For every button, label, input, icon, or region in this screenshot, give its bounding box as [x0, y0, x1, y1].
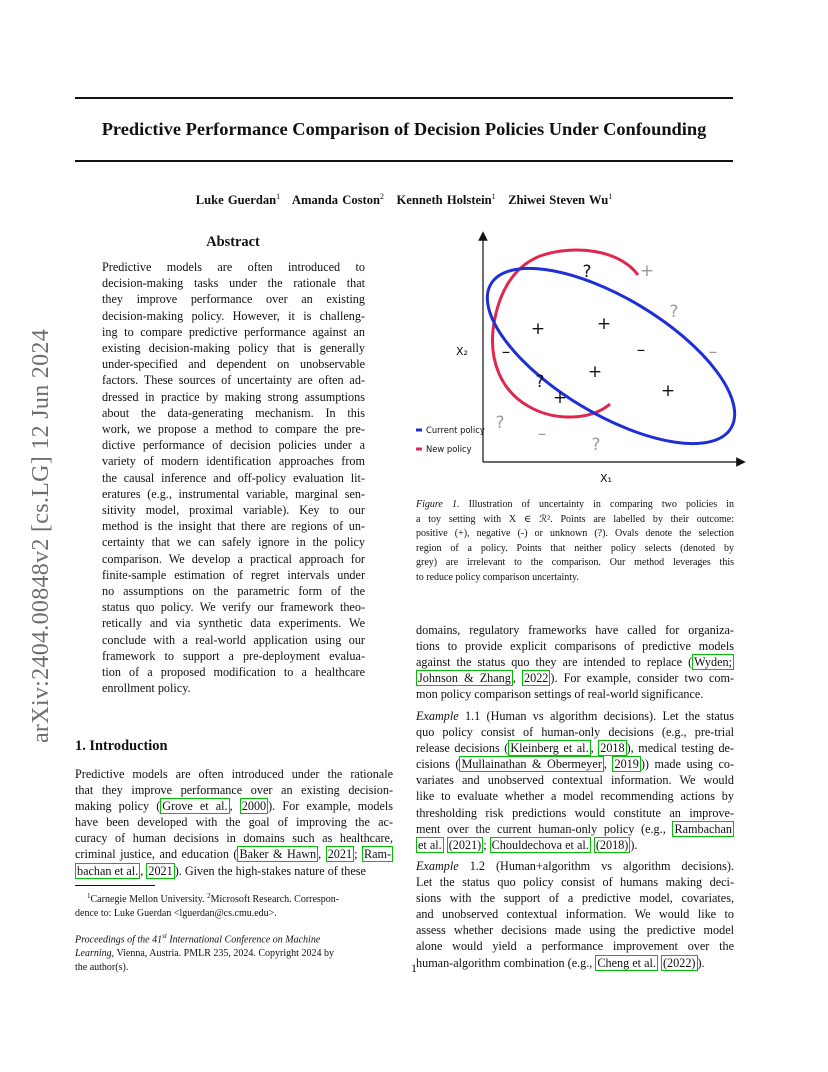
- footnote: $^1$Carnegie Mellon University. $^2$Microsoft Research. Correspon- dence to: Luke Guerdan <lguerdan@cs.cmu.edu>.: [75, 892, 340, 919]
- citation-link[interactable]: 2019: [614, 757, 639, 772]
- abstract-line: finite-sample estimation of regret intervals under: [102, 567, 365, 582]
- arxiv-identifier: arXiv:2404.00848v2 [cs.LG] 12 Jun 2024: [28, 328, 54, 744]
- outcome-point: +: [530, 319, 546, 339]
- right-column-paragraph: [416, 622, 734, 702]
- citation-link[interactable]: (2018): [595, 837, 629, 852]
- text-line: making policy ( Grove et al. , 2000 ). For example, models: [75, 799, 393, 814]
- section-heading-introduction: 1. Introduction: [75, 738, 168, 754]
- text-line: Let the status quo policy consist of humans making deci-: [416, 875, 734, 890]
- citation-link[interactable]: 2021: [148, 863, 173, 878]
- abstract-line: method is the insight that there are regions of un-: [102, 519, 365, 534]
- citation-link[interactable]: (2021): [448, 837, 482, 852]
- abstract-line: status quo policy. We verify our framework theo-: [102, 600, 365, 615]
- abstract-line: decision-making tasks under the rationale that: [102, 276, 365, 291]
- text-line: assess whether decisions made using the predictive model: [416, 923, 734, 938]
- citation-link[interactable]: Rambachan: [674, 821, 732, 836]
- author: Amanda Coston$^2$: [291, 192, 385, 207]
- abstract-line: decision-making policy. However, it is challeng-: [102, 308, 365, 323]
- text-line: quo policy consist of human-only decisions (e.g., pre-trial: [416, 725, 734, 740]
- x-axis-label: X₁: [600, 472, 612, 485]
- outcome-point: ?: [535, 372, 545, 392]
- abstract-line: work, we propose a method to compare the pre-: [102, 422, 365, 437]
- caption-label: Figure 1.: [416, 499, 469, 510]
- text-line: variates and unobserved contextual information. We would: [416, 773, 734, 788]
- citation-link[interactable]: 2018: [600, 741, 625, 756]
- abstract-line: comparison. We develop a practical approach for: [102, 551, 365, 566]
- abstract-line: retically and via synthetic data experiments. We: [102, 616, 365, 631]
- text-line: criminal justice, and education ( Baker & Hawn , 2021 ; Ram-: [75, 847, 392, 862]
- text-line: that they improve performance over an existing decision-: [75, 783, 393, 798]
- author: Zhiwei Steven Wu$^1$: [508, 192, 613, 207]
- citation-link[interactable]: 2021: [327, 847, 353, 862]
- outcome-point: –: [708, 342, 718, 362]
- text-line: have been developed with the goal of improving the ac-: [75, 815, 393, 830]
- abstract-line: sitivity model, proximal variable). Key to our: [102, 503, 365, 518]
- citation-link[interactable]: bachan et al.: [77, 863, 139, 878]
- outcome-point: +: [587, 362, 603, 382]
- text-line: against the status quo they are intended to replace ( Wyden;: [416, 655, 732, 670]
- text-line: sions with the support of a predictive model, covariates,: [416, 891, 734, 906]
- citation-link[interactable]: (2022): [663, 955, 696, 970]
- abstract-line: about the data-generating mechanism. In this: [102, 405, 365, 420]
- text-line: Example 1.2 (Human+algorithm vs algorithm decisions).: [416, 859, 734, 873]
- citation-link[interactable]: 2022: [524, 671, 549, 686]
- text-line: alone would yield a performance improvement over the: [416, 939, 734, 954]
- abstract-line: framework to support a pre-deployment evalua-: [102, 648, 365, 663]
- abstract-line: dressed in practice by making strong assumptions: [102, 389, 365, 404]
- outcome-point: ?: [591, 435, 601, 455]
- author: Kenneth Holstein$^1$: [396, 192, 496, 207]
- caption-line: a toy setting with X ∈ ℛ². Points are labelled by their outcome:: [416, 513, 734, 525]
- y-axis-label: X₂: [456, 345, 468, 358]
- outcome-point: +: [596, 314, 612, 334]
- outcome-point: +: [552, 388, 568, 408]
- abstract-line: variety of modern identification approaches from: [102, 454, 365, 469]
- citation-link[interactable]: Johnson & Zhang: [418, 671, 511, 686]
- example-label: Example: [416, 859, 459, 873]
- outcome-point: ?: [582, 262, 592, 282]
- example-1-1: [416, 708, 734, 853]
- citation-link[interactable]: Ram-: [363, 847, 392, 862]
- abstract-line: eratures (e.g., instrumental variable, marginal sen-: [102, 486, 365, 501]
- abstract-line: factors. These sources of uncertainty are often ad-: [102, 373, 365, 388]
- paper-title: Predictive Performance Comparison of Decision Policies Under Confounding: [101, 119, 707, 139]
- citation-link[interactable]: Grove et al.: [162, 799, 228, 814]
- text-line: mon policy comparison settings of real-world significance.: [416, 687, 704, 702]
- outcome-points: [495, 261, 717, 455]
- citation-link[interactable]: 2000: [241, 799, 267, 814]
- citation-link[interactable]: Wyden;: [694, 655, 732, 670]
- text-line: release decisions ( Kleinberg et al. , 2018 ), medical testing de-: [416, 741, 735, 756]
- text-line: Predictive models are often introduced under the rationale: [75, 767, 393, 781]
- text-line: ment over the current human-only policy (e.g., Rambachan: [416, 821, 732, 836]
- text-line: like to evaluate whether a model recommending actions by: [416, 789, 734, 804]
- abstract-heading: Abstract: [206, 234, 260, 250]
- outcome-point: +: [639, 261, 655, 281]
- caption-line: to reduce policy comparison uncertainty.: [416, 571, 579, 583]
- text-line: cisions ( Mullainathan & Obermeyer , 2019 )) made using co-: [416, 757, 735, 772]
- outcome-point: ?: [669, 302, 679, 322]
- caption-line: region of a policy. Points that neither policy selects (denoted by: [416, 542, 734, 554]
- text-line: et al. (2021) ; Chouldechova et al. (2018) ).: [418, 837, 638, 852]
- abstract-line: enrollment policy.: [102, 681, 191, 696]
- text-line: curacy of human decisions in domains such as healthcare,: [75, 831, 393, 846]
- outcome-point: +: [660, 381, 676, 401]
- abstract-line: existing decision-making policy that is generally: [102, 341, 365, 356]
- example-1-2: [416, 858, 734, 971]
- citation-link[interactable]: Mullainathan & Obermeyer: [461, 757, 602, 772]
- legend-new-policy: New policy: [426, 444, 472, 454]
- abstract-line: dictive performance of decision policies under a: [102, 438, 365, 453]
- abstract-line: they improve performance over an existing: [102, 292, 365, 307]
- text-line: human-algorithm combination (e.g., Cheng et al. (2022) ).: [416, 955, 705, 970]
- text-line: tions to provide explicit comparisons of predictive models: [416, 639, 734, 654]
- outcome-point: –: [537, 424, 547, 444]
- abstract-line: the causal inference and off-policy evaluation lit-: [102, 470, 365, 485]
- proceedings-note: Proceedings of the 41st International Conference on Machine Learning, Vienna, Austria. PMLR 235, 2024. Copyright 2024 by the author(s).: [75, 932, 334, 974]
- abstract-line: conclude with a real-world application using our: [102, 632, 365, 647]
- text-line: domains, regulatory frameworks have called for organiza-: [416, 623, 734, 637]
- caption-line: grey) are irrelevant to the comparison. Our method leverages this: [416, 557, 734, 568]
- text-line: Example 1.1 (Human vs algorithm decisions). Let the status: [416, 709, 734, 723]
- outcome-point: ?: [495, 413, 505, 433]
- citation-link[interactable]: Baker & Hawn: [239, 847, 317, 862]
- caption-line: positive (+), negative (-) or unknown (?). Ovals denote the selection: [416, 528, 734, 539]
- citation-link[interactable]: Cheng et al.: [597, 955, 656, 970]
- text-line: thresholding risk predictions would constitute an improve-: [416, 805, 734, 820]
- citation-link[interactable]: et al.: [418, 837, 442, 852]
- legend-current-policy: Current policy: [426, 425, 485, 435]
- citation-link[interactable]: Kleinberg et al.: [510, 741, 589, 756]
- figure-1-caption: [416, 498, 734, 585]
- abstract-line: ing to compare predictive performance against an: [102, 324, 365, 339]
- outcome-point: –: [501, 342, 511, 362]
- abstract-line: certainty that we can safely ignore in the policy: [102, 535, 365, 550]
- caption-line: Figure 1. Illustration of uncertainty in comparing two policies in: [416, 499, 734, 510]
- outcome-point: –: [636, 340, 646, 360]
- text-line: bachan et al. , 2021 ). Given the high-stakes nature of these: [77, 863, 366, 878]
- author: Luke Guerdan$^1$: [195, 192, 281, 207]
- abstract-line: tion of a proposed modification to a healthcare: [102, 665, 365, 680]
- example-label: Example: [416, 709, 459, 723]
- page-number: 1: [411, 961, 417, 975]
- abstract-line: under-specified and dependent on unobservable: [102, 357, 365, 372]
- text-line: and unobserved contextual information. We would like to: [416, 907, 734, 922]
- abstract-line: no assumptions on the parametric form of the: [102, 584, 365, 599]
- abstract-line: Predictive models are often introduced to: [102, 260, 365, 274]
- text-line: Johnson & Zhang , 2022 ). For example, consider two com-: [418, 671, 734, 686]
- citation-link[interactable]: Chouldechova et al.: [491, 837, 589, 852]
